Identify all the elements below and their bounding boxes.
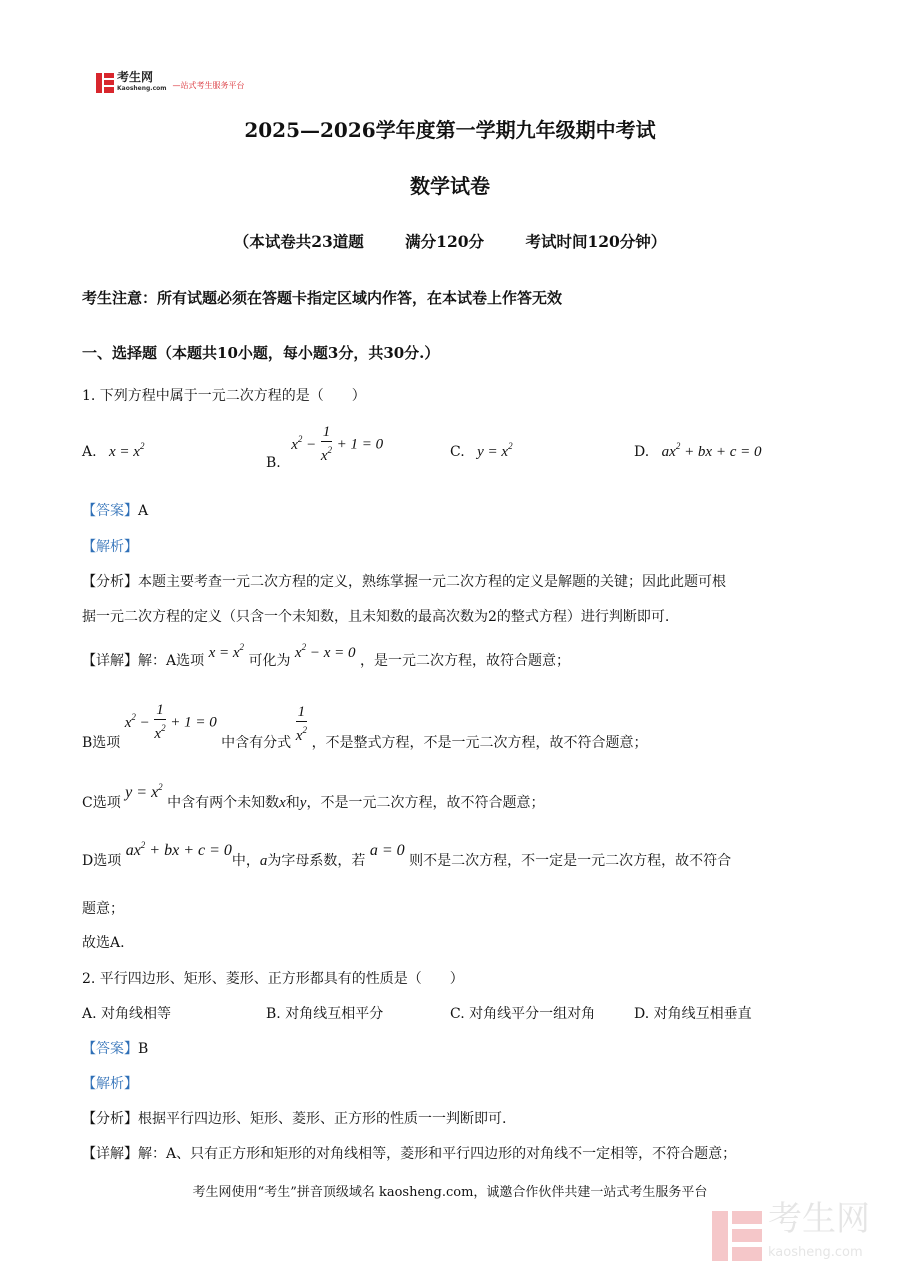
logo-url: Kaosheng.com <box>117 85 167 92</box>
section-title: 一、选择题（本题共10小题，每小题3分，共30分.） <box>82 344 440 362</box>
q1-detail-a: 【详解】解：A选项 $x = x^2$ 可化为 $x^2 - x = 0$ ，是一元二次方程，故符合题意； <box>82 642 570 669</box>
q2-option-b: B. 对角线互相平分 <box>266 1006 384 1022</box>
site-logo <box>96 72 245 94</box>
logo-name: 考生网 <box>117 70 154 84</box>
q1-detail-c: C选项 $y = x^2$ 中含有两个未知数x和y，不是一元二次方程，故不符合题意； <box>82 782 545 811</box>
exam-notice: 考生注意：所有试题必须在答题卡指定区域内作答，在本试卷上作答无效 <box>82 289 563 307</box>
watermark-name: 考生网 <box>768 1199 870 1239</box>
q1-conclusion: 故选A. <box>82 935 125 951</box>
q2-answer: 【答案】B <box>82 1041 149 1057</box>
q1-detail-d: D选项 $ax^2$ + bx + c = 0中，a为字母系数，若 a = 0 则不是二次方程，不一定是一元二次方程，故不符合 <box>82 840 732 869</box>
q1-option-d: D. $ax^2$ + bx + c = 0 <box>634 441 762 460</box>
exam-info-time: 考试时间120分钟） <box>525 232 667 251</box>
exam-info <box>0 230 900 252</box>
watermark-logo-icon <box>712 1211 762 1261</box>
q2-option-d: D. 对角线互相垂直 <box>634 1006 752 1022</box>
q1-option-b: B. $x^2$ − $\frac{1}{x^2}$ + 1 = 0 <box>266 424 384 471</box>
logo-slogan: —站式考生服务平台 <box>172 80 245 90</box>
exam-info-score: 满分120分 <box>405 232 485 251</box>
exam-title: 2025—2026学年度第一学期九年级期中考试 <box>244 118 656 142</box>
q2-analysis-tag: 【解析】 <box>82 1076 138 1092</box>
q2-option-c: C. 对角线平分一组对角 <box>450 1006 596 1022</box>
q2-stem: 2. 平行四边形、矩形、菱形、正方形都具有的性质是（ ） <box>82 971 464 987</box>
q1-fenxi-line1: 【分析】本题主要考查一元二次方程的定义，熟练掌握一元二次方程的定义是解题的关键；因此此题可根 <box>82 574 726 590</box>
exam-subtitle: 数学试卷 <box>410 174 490 198</box>
exam-info-questions: （本试卷共23道题 <box>233 232 364 251</box>
q2-fenxi: 【分析】根据平行四边形、矩形、菱形、正方形的性质一一判断即可. <box>82 1111 507 1127</box>
q1-analysis-tag: 【解析】 <box>82 539 138 555</box>
q1-answer: 【答案】A <box>82 503 149 519</box>
watermark <box>712 1199 870 1270</box>
q2-detail: 【详解】解：A、只有正方形和矩形的对角线相等，菱形和平行四边形的对角线不一定相等，不符合题意； <box>82 1146 737 1162</box>
q1-option-a: A. $x = x^2$ <box>82 441 145 460</box>
q1-detail-b: B选项 $x^2$ − $\frac{1}{x^2}$ + 1 = 0 中含有分式 $\frac{1}{x^2}$ ，不是整式方程，不是一元二次方程，故不符合题意； <box>82 702 648 751</box>
logo-icon <box>96 73 114 93</box>
q1-option-c: C. $y = x^2$ <box>450 441 513 460</box>
q1-fenxi-line2: 据一元二次方程的定义（只含一个未知数，且未知数的最高次数为2的整式方程）进行判断即可. <box>82 609 670 625</box>
page-footer: 考生网使用“考生”拼音顶级域名 kaosheng.com，诚邀合作伙伴共建一站式考生服务平台 <box>192 1185 708 1200</box>
q2-option-a: A. 对角线相等 <box>82 1006 172 1022</box>
q1-detail-d-cont: 题意； <box>82 901 124 917</box>
q1-stem: 1. 下列方程中属于一元二次方程的是（ ） <box>82 388 366 404</box>
watermark-url: kaosheng.com <box>768 1245 863 1260</box>
